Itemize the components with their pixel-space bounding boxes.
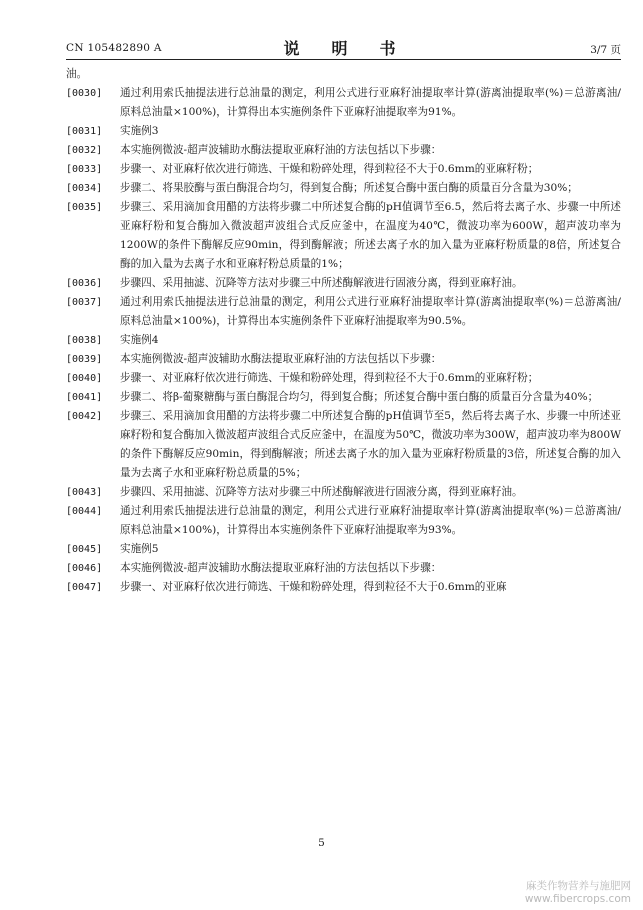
paragraph-number: [0034] (66, 183, 103, 194)
paragraph-number: [0047] (66, 582, 103, 593)
paragraph-text: 步骤一、对亚麻籽依次进行筛选、干燥和粉碎处理，得到粒径不大于0.6mm的亚麻籽粉； (120, 163, 539, 175)
header-divider (66, 59, 621, 60)
paragraph (66, 160, 621, 179)
paragraph-text: 本实施例微波-超声波辅助水酶法提取亚麻籽油的方法包括以下步骤： (120, 562, 442, 574)
paragraph (66, 502, 621, 540)
paragraph (66, 407, 621, 483)
watermark-site-name: 麻类作物营养与施肥网 (526, 880, 631, 892)
paragraph-number: [0041] (66, 392, 103, 403)
paragraph (66, 179, 621, 198)
paragraph-number: [0040] (66, 373, 103, 384)
paragraph-text: 步骤一、对亚麻籽依次进行筛选、干燥和粉碎处理，得到粒径不大于0.6mm的亚麻 (120, 581, 507, 593)
paragraph-text: 步骤一、对亚麻籽依次进行筛选、干燥和粉碎处理，得到粒径不大于0.6mm的亚麻籽粉； (120, 372, 539, 384)
paragraph (66, 141, 621, 160)
paragraph-text: 步骤二、将β-葡聚糖酶与蛋白酶混合均匀，得到复合酶；所述复合酶中蛋白酶的质量百分含量为40%； (120, 391, 599, 403)
paragraph-text: 实施例3 (120, 125, 159, 137)
paragraph-number: [0038] (66, 335, 103, 346)
document-body (66, 65, 621, 597)
paragraph-text: 实施例4 (120, 334, 159, 346)
paragraph-number: [0037] (66, 297, 103, 308)
paragraph-number: [0036] (66, 278, 103, 289)
page-header (66, 36, 621, 58)
paragraph (66, 540, 621, 559)
page-number: 5 (318, 837, 325, 849)
paragraph-text: 本实施例微波-超声波辅助水酶法提取亚麻籽油的方法包括以下步骤： (120, 353, 442, 365)
paragraph-number: [0044] (66, 506, 103, 517)
paragraph (66, 388, 621, 407)
paragraph-list (66, 84, 621, 597)
page-indicator: 3/7 页 (590, 44, 621, 56)
paragraph (66, 331, 621, 350)
paragraph-text: 通过利用索氏抽提法进行总油量的测定，利用公式进行亚麻籽油提取率计算(游离油提取率(%)＝总游离油/原料总油量×100%)，计算得出本实施例条件下亚麻籽油提取率为93%。 (120, 505, 621, 536)
paragraph-text: 步骤四、采用抽滤、沉降等方法对步骤三中所述酶解液进行固液分离，得到亚麻籽油。 (120, 486, 523, 498)
watermark (525, 880, 631, 906)
patent-number: CN 105482890 A (66, 42, 162, 54)
paragraph-number: [0033] (66, 164, 103, 175)
watermark-url: www.fibercrops.com (524, 893, 631, 905)
continued-text: 油。 (66, 68, 88, 80)
paragraph-text: 步骤二、将果胶酶与蛋白酶混合均匀，得到复合酶；所述复合酶中蛋白酶的质量百分含量为30%； (120, 182, 578, 194)
paragraph-number: [0042] (66, 411, 103, 422)
paragraph (66, 122, 621, 141)
paragraph-number: [0039] (66, 354, 103, 365)
paragraph-number: [0032] (66, 145, 103, 156)
paragraph-text: 步骤三、采用滴加食用醋的方法将步骤二中所述复合酶的pH值调节至5，然后将去离子水、步骤一中所述亚麻籽粉和复合酶加入微波超声波组合式反应釜中，在温度为50℃，微波功率为300W，超声波功率为800W的条件下酶解反应90min，得到酶解液；所述去离子水的加入量为亚麻籽粉质量的3倍，所述复合酶的加入量为去离子水和亚麻籽粉总质量的5%； (120, 410, 621, 479)
paragraph (66, 84, 621, 122)
paragraph (66, 274, 621, 293)
paragraph-text: 本实施例微波-超声波辅助水酶法提取亚麻籽油的方法包括以下步骤： (120, 144, 442, 156)
paragraph (66, 198, 621, 274)
paragraph (66, 559, 621, 578)
paragraph-number: [0043] (66, 487, 103, 498)
paragraph-text: 步骤三、采用滴加食用醋的方法将步骤二中所述复合酶的pH值调节至6.5，然后将去离子水、步骤一中所述亚麻籽粉和复合酶加入微波超声波组合式反应釜中，在温度为40℃，微波功率为600W，超声波功率为1200W的条件下酶解反应90min，得到酶解液；所述去离子水的加入量为亚麻籽粉质量的8倍，所述复合酶的加入量为去离子水和亚麻籽粉总质量的1%； (120, 201, 621, 270)
document-title: 说 明 书 (283, 39, 404, 58)
paragraph (66, 369, 621, 388)
paragraph (66, 350, 621, 369)
paragraph-number: [0030] (66, 88, 103, 99)
paragraph-number: [0035] (66, 202, 103, 213)
paragraph (66, 483, 621, 502)
paragraph (66, 578, 621, 597)
paragraph-text: 通过利用索氏抽提法进行总油量的测定，利用公式进行亚麻籽油提取率计算(游离油提取率(%)＝总游离油/原料总油量×100%)，计算得出本实施例条件下亚麻籽油提取率为90.5%。 (120, 296, 621, 327)
paragraph (66, 293, 621, 331)
paragraph-text: 实施例5 (120, 543, 159, 555)
paragraph-text: 通过利用索氏抽提法进行总油量的测定，利用公式进行亚麻籽油提取率计算(游离油提取率(%)＝总游离油/原料总油量×100%)，计算得出本实施例条件下亚麻籽油提取率为91%。 (120, 87, 621, 118)
paragraph-number: [0045] (66, 544, 103, 555)
paragraph-text: 步骤四、采用抽滤、沉降等方法对步骤三中所述酶解液进行固液分离，得到亚麻籽油。 (120, 277, 523, 289)
paragraph-number: [0031] (66, 126, 103, 137)
paragraph-number: [0046] (66, 563, 103, 574)
